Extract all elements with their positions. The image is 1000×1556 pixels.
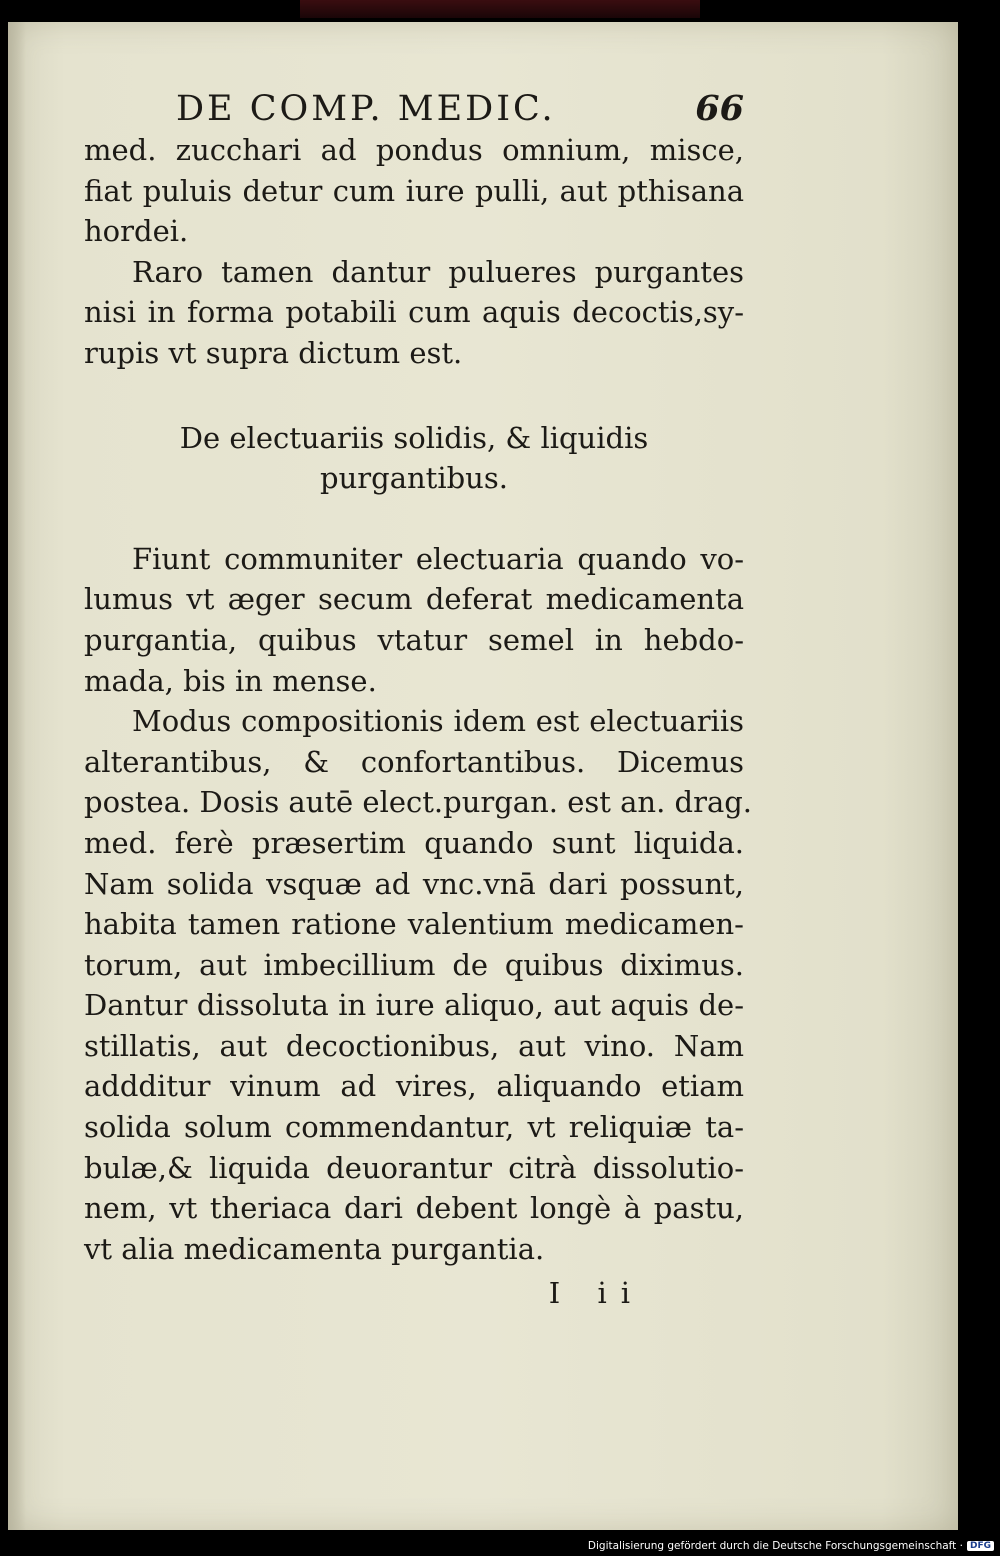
text-line: Fiunt communiter electuaria quando vo- xyxy=(132,541,744,576)
text-line: addditur vinum ad vires, aliquando etiam xyxy=(84,1069,744,1104)
footer-credit: Digitalisierung gefördert durch die Deutsche Forschungsgemeinschaft · xyxy=(587,1540,963,1552)
dfg-logo: DFG xyxy=(967,1541,994,1551)
heading-line: purgantibus. xyxy=(320,461,508,496)
text-line: bulæ,& liquida deuorantur citrà dissolutio- xyxy=(84,1150,744,1185)
section-heading xyxy=(84,418,744,499)
heading-line: De electuariis solidis, & liquidis xyxy=(179,420,649,455)
text-line: med. zucchari ad pondus omnium, misce, xyxy=(84,133,744,167)
text-line: mada, bis in mense. xyxy=(84,663,377,698)
text-line: hordei. xyxy=(84,214,189,249)
page-spine-shadow xyxy=(8,22,26,1530)
text-line: nisi in forma potabili cum aquis decoctis,sy- xyxy=(84,295,744,330)
text-line: Nam solida vsquæ ad vnc.vnā dari possunt, xyxy=(84,866,744,901)
text-line: stillatis, aut decoctionibus, aut vino. Nam xyxy=(84,1028,744,1063)
text-line: Dantur dissoluta in iure aliquo, aut aquis de- xyxy=(84,988,744,1023)
text-line: fiat puluis detur cum iure pulli, aut pthisana xyxy=(84,173,744,208)
book-top-edge xyxy=(300,0,700,18)
paragraph-3 xyxy=(84,539,744,701)
signature-mark: I ii xyxy=(548,1276,644,1311)
text-line: nem, vt theriaca dari debent longè à pastu, xyxy=(84,1191,744,1226)
digitization-footer xyxy=(588,1540,994,1552)
text-line: purgantia, quibus vtatur semel in hebdo- xyxy=(84,622,744,657)
text-line: habita tamen ratione valentium medicamen- xyxy=(84,907,744,942)
text-line: postea. Dosis autē elect.purgan. est an. drag. xyxy=(84,785,753,820)
text-line: Modus compositionis idem est electuariis xyxy=(132,704,744,739)
text-line: alterantibus, & confortantibus. Dicemus xyxy=(84,744,744,779)
running-title: DE COMP. MEDIC. xyxy=(176,89,556,129)
text-line: med. ferè præsertim quando sunt liquida. xyxy=(84,825,744,860)
paragraph-2 xyxy=(84,252,744,374)
text-line: lumus vt æger secum deferat medicamenta xyxy=(84,582,744,617)
page-number: 66 xyxy=(695,88,744,129)
page-text xyxy=(84,88,753,1314)
text-line: torum, aut imbecillium de quibus diximus. xyxy=(84,947,744,982)
page-header xyxy=(84,88,744,130)
text-line: rupis vt supra dictum est. xyxy=(84,335,463,370)
paragraph-1 xyxy=(84,130,744,252)
text-line: Raro tamen dantur pulueres purgantes xyxy=(132,254,744,289)
text-line: solida solum commendantur, vt reliquiæ ta- xyxy=(84,1110,744,1145)
paragraph-4 xyxy=(84,701,753,1269)
text-line: vt alia medicamenta purgantia. xyxy=(84,1231,545,1266)
